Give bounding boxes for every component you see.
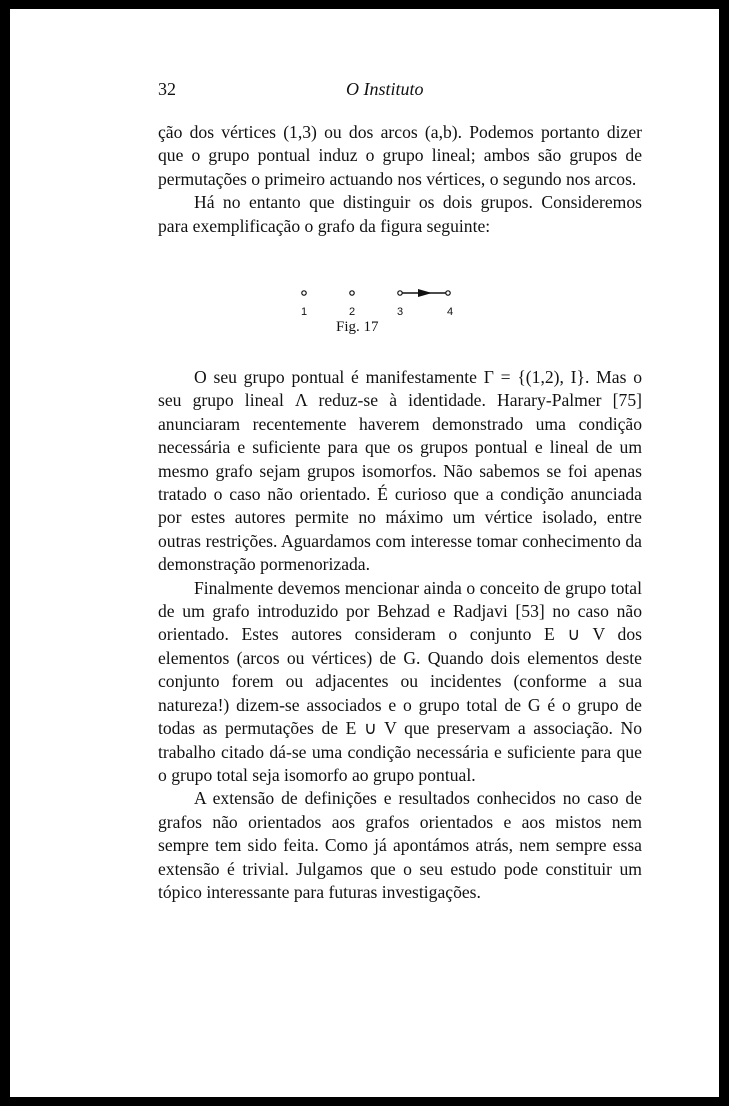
vertex-label-1: 1 — [300, 306, 308, 318]
vertex-4 — [446, 291, 450, 295]
vertex-3 — [398, 291, 402, 295]
vertex-1 — [302, 291, 306, 295]
vertex-label-2: 2 — [348, 306, 356, 318]
running-title: O Instituto — [346, 79, 424, 99]
graph-figure — [300, 279, 480, 339]
paragraph: Há no entanto que distinguir os dois grupos. Consideremos para exemplificação o grafo da figura seguinte: — [158, 192, 642, 236]
paragraph: ção dos vértices (1,3) ou dos arcos (a,b). Podemos portanto dizer que o grupo pontual induz o grupo lineal; ambos são grupos de permutações o primeiro actuando nos vértices, o segundo nos arcos. — [158, 122, 642, 189]
book-page — [10, 9, 719, 1097]
paragraph: A extensão de definições e resultados conhecidos no caso de grafos não orientados aos grafos orientados e aos mistos nem sempre tem sido feita. Como já apontámos atrás, nem sempre essa extensão é trivial. Julgamos que o seu estudo pode constituir um tópico interessante para futuras investigações. — [158, 788, 642, 902]
figure-caption: Fig. 17 — [336, 319, 379, 335]
vertex-label-4: 4 — [446, 306, 454, 318]
paragraph: O seu grupo pontual é manifestamente Γ = {(1,2), I}. Mas o seu grupo lineal Λ reduz-se à identidade. Harary-Palmer [75] anunciaram recentemente haverem demonstrado uma condição necessária e suficiente para que os grupos pontual e lineal de um mesmo grafo sejam grupos isomorfos. Não sabemos se foi apenas tratado o caso não orientado. É curioso que a condição anunciada por estes autores permite no máximo um vértice isolado, entre outras restrições. Aguardamos com interesse tomar conhecimento da demonstração pormenorizada. — [158, 367, 642, 575]
page-number: 32 — [158, 79, 176, 99]
vertex-label-3: 3 — [396, 306, 404, 318]
arc-arrowhead — [418, 289, 432, 297]
text-block-top — [158, 121, 642, 238]
vertex-2 — [350, 291, 354, 295]
text-block-bottom — [158, 366, 642, 904]
paragraph: Finalmente devemos mencionar ainda o conceito de grupo total de um grafo introduzido por Behzad e Radjavi [53] no caso não orientado. Estes autores consideram o conjunto E ∪ V dos elementos (arcos ou vértices) de G. Quando dois elementos deste conjunto forem ou adjacentes ou incidentes (conforme a sua natureza!) dizem-se associados e o grupo total de G é o grupo de todas as permutações de E ∪ V que preservam a associação. No trabalho citado dá-se uma condição necessária e suficiente para que o grupo total seja isomorfo ao grupo pontual. — [158, 577, 642, 785]
